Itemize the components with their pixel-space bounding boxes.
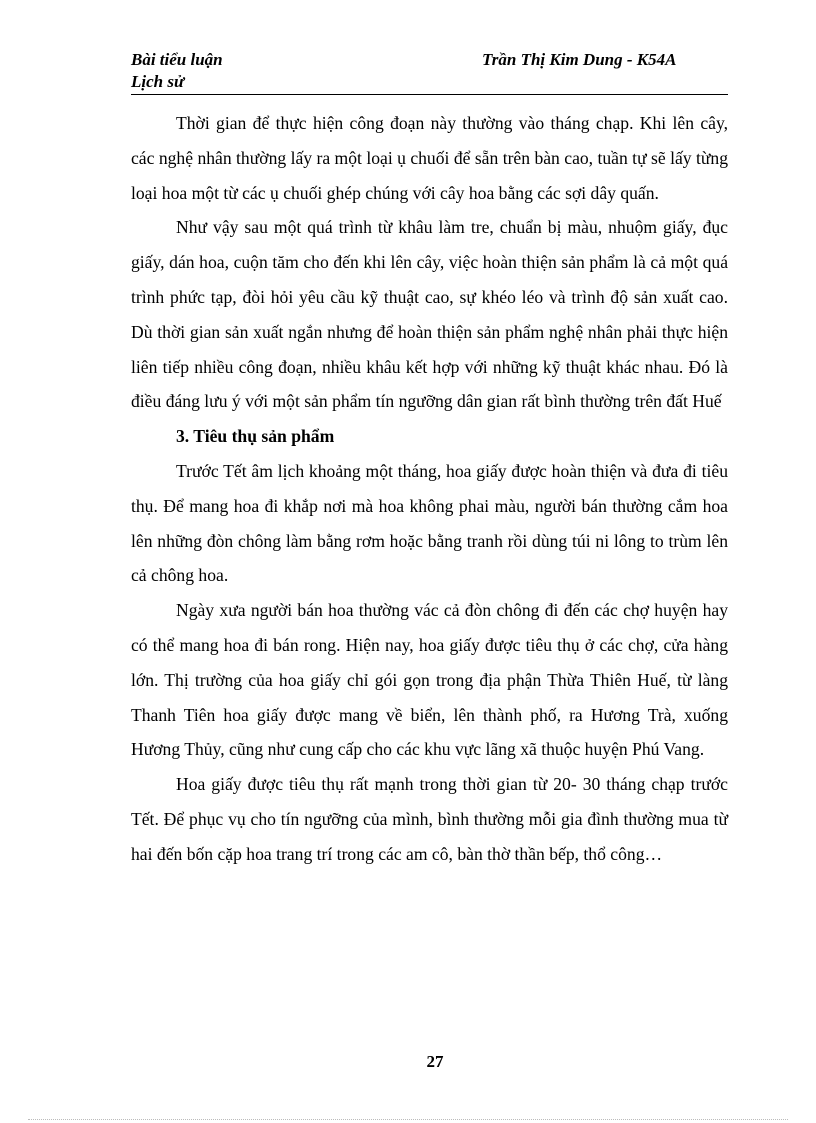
paragraph: Trước Tết âm lịch khoảng một tháng, hoa giấy được hoàn thiện và đưa đi tiêu thụ. Để mang hoa đi khắp nơi mà hoa không phai màu, người bán thường cắm hoa lên những đòn chông làm bằng rơm hoặc bằng tranh rồi dùng túi ni lông to trùm lên cả chông hoa. [131, 460, 728, 586]
paragraph: Hoa giấy được tiêu thụ rất mạnh trong thời gian từ 20- 30 tháng chạp trước Tết. Để phục vụ cho tín ngưỡng của mình, bình thường mỗi gia đình thường mua từ hai đến bốn cặp hoa trang trí trong các am cô, bàn thờ thần bếp, thổ công… [131, 774, 728, 864]
paragraph: Thời gian để thực hiện công đoạn này thường vào tháng chạp. Khi lên cây, các nghệ nhân thường lấy ra một loại ụ chuối để sẵn trên bàn cao, tuần tự sẽ lấy từng loại hoa một từ các ụ chuối ghép chúng với cây hoa bằng các sợi dây quấn. [131, 113, 728, 203]
document-body [131, 106, 728, 872]
section-heading: 3. Tiêu thụ sản phẩm [176, 426, 335, 447]
page-header [131, 50, 728, 95]
paragraph: Như vậy sau một quá trình từ khâu làm tre, chuẩn bị màu, nhuộm giấy, đục giấy, dán hoa, cuộn tăm cho đến khi lên cây, việc hoàn thiện sản phẩm là cả một quá trình phức tạp, đòi hỏi yêu cầu kỹ thuật cao, sự khéo léo và trình độ sản xuất cao. Dù thời gian sản xuất ngắn nhưng để hoàn thiện sản phẩm nghệ nhân phải thực hiện liên tiếp nhiều công đoạn, nhiều khâu kết hợp với những kỹ thuật khác nhau. Đó là điều đáng lưu ý với một sản phẩm tín ngưỡng dân gian rất bình thường trên đất Huế [131, 217, 728, 412]
header-subject: Lịch sử [131, 72, 185, 91]
paragraph: Ngày xưa người bán hoa thường vác cả đòn chông đi đến các chợ huyện hay có thể mang hoa đi bán rong. Hiện nay, hoa giấy được tiêu thụ ở các chợ, cửa hàng lớn. Thị trường của hoa giấy chỉ gói gọn trong địa phận Thừa Thiên Huế, từ làng Thanh Tiên hoa giấy được mang về biển, lên thành phố, ra Hương Trà, xuống Hương Thủy, cũng như cung cấp cho các khu vực lãng xã thuộc huyện Phú Vang. [131, 600, 728, 760]
header-course-title: Bài tiểu luận [131, 50, 223, 69]
page-number: 27 [426, 1052, 444, 1071]
footer-divider [28, 1119, 788, 1120]
header-author: Trần Thị Kim Dung - K54A [482, 50, 677, 69]
